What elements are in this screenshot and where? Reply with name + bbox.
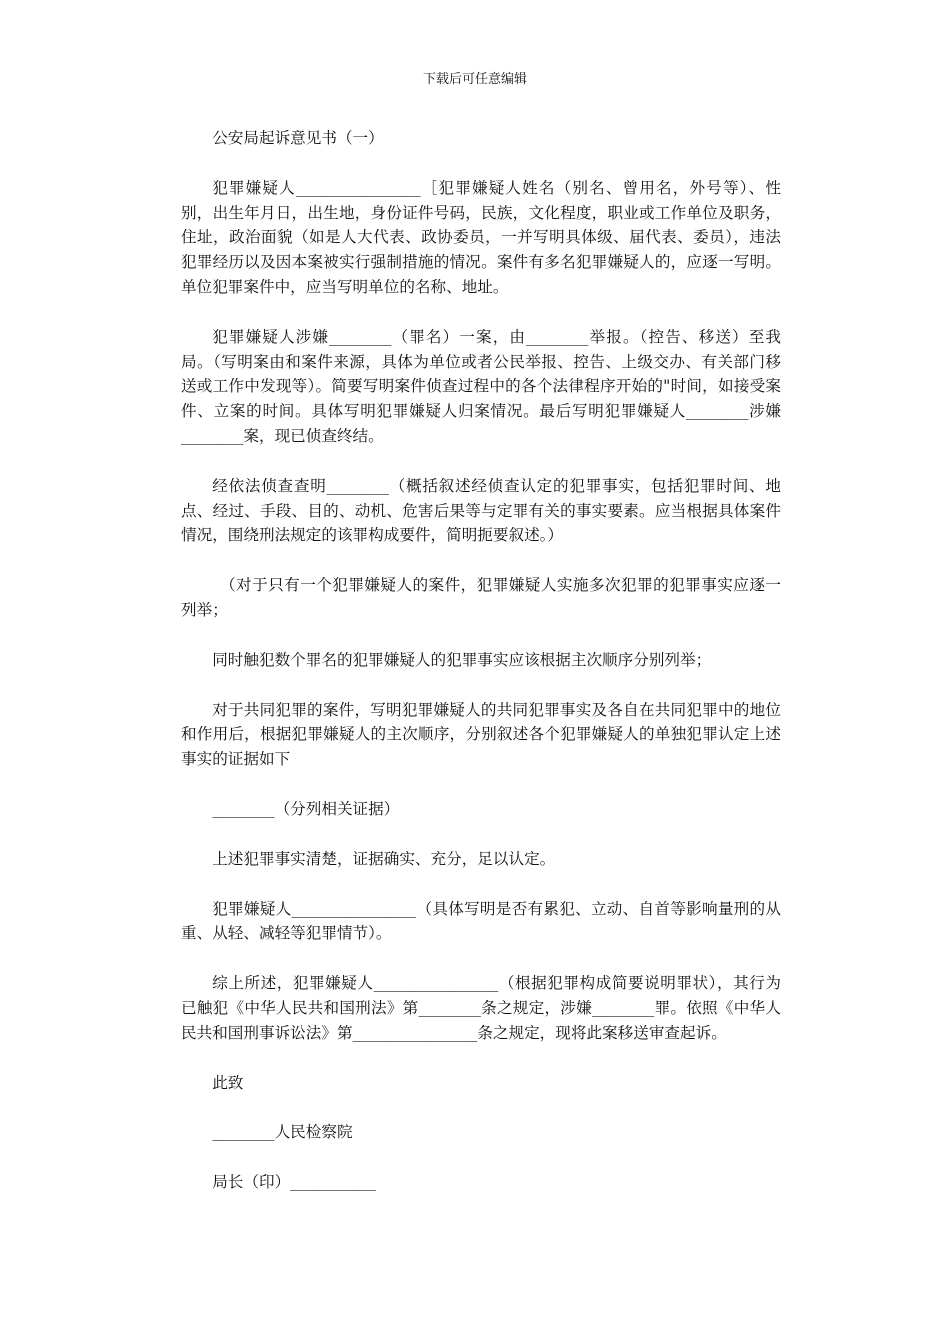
paragraph-signature: 局长（印）___________ — [212, 1173, 376, 1192]
paragraph-case-source: 犯罪嫌疑人涉嫌________（罪名）一案，由________举报。（控告、移送）至我局。（写明案由和案件来源，具体为单位或者公民举报、控告、上级交办、有关部门移送或工作中发现等）。简要写明案件侦查过程中的各个法律程序开始的"时间，如接受案件、立案的时间。具体写明犯罪嫌疑人归案情况。最后写明犯罪嫌疑人________涉嫌________案，现已侦查终结。 — [181, 327, 781, 445]
paragraph-facts-confirmed: 上述犯罪事实清楚，证据确实、充分，足以认定。 — [212, 849, 556, 868]
page-header: 下载后可任意编辑 — [422, 72, 527, 87]
paragraph-suspect-info: 犯罪嫌疑人________________［犯罪嫌疑人姓名（别名、曾用名，外号等）、性别，出生年月日，出生地，身份证件号码，民族，文化程度，职业或工作单位及职务，住址，政治面貌（如是人大代表、政协委员，一并写明具体级、届代表、委员），违法犯罪经历以及因本案被实行强制措施的情况。案件有多名犯罪嫌疑人的，应逐一写明。单位犯罪案件中，应当写明单位的名称、地址。 — [181, 178, 781, 296]
paragraph-recipient: ________人民检察院 — [212, 1123, 353, 1142]
paragraph-single-suspect-note: （对于只有一个犯罪嫌疑人的案件，犯罪嫌疑人实施多次犯罪的犯罪事实应逐一列举； — [181, 576, 781, 619]
document-title: 公安局起诉意见书（一） — [212, 129, 384, 147]
paragraph-multiple-charges-note: 同时触犯数个罪名的犯罪嫌疑人的犯罪事实应该根据主次顺序分别列举； — [212, 650, 712, 669]
paragraph-evidence-list: ________（分列相关证据） — [212, 799, 400, 818]
paragraph-salutation: 此致 — [212, 1073, 244, 1092]
paragraph-joint-crime-note: 对于共同犯罪的案件，写明犯罪嫌疑人的共同犯罪事实及各自在共同犯罪中的地位和作用后，根据犯罪嫌疑人的主次顺序，分别叙述各个犯罪嫌疑人的单独犯罪认定上述事实的证据如下 — [181, 700, 781, 769]
paragraph-sentencing-circumstances: 犯罪嫌疑人________________（具体写明是否有累犯、立动、自首等影响量刑的从重、从轻、减轻等犯罪情节）。 — [181, 899, 781, 943]
document-body — [181, 126, 781, 1220]
paragraph-conclusion: 综上所述，犯罪嫌疑人________________（根据犯罪构成简要说明罪状），其行为已触犯《中华人民共和国刑法》第________条之规定，涉嫌________罪。依照《中华人民共和国刑事诉讼法》第________________条之规定，现将此案移送审查起诉。 — [181, 974, 781, 1042]
paragraph-investigation-findings: 经依法侦查查明________（概括叙述经侦查认定的犯罪事实，包括犯罪时间、地点、经过、手段、目的、动机、危害后果等与定罪有关的事实要素。应当根据具体案件情况，围绕刑法规定的该罪构成要件，简明扼要叙述。） — [181, 476, 781, 545]
